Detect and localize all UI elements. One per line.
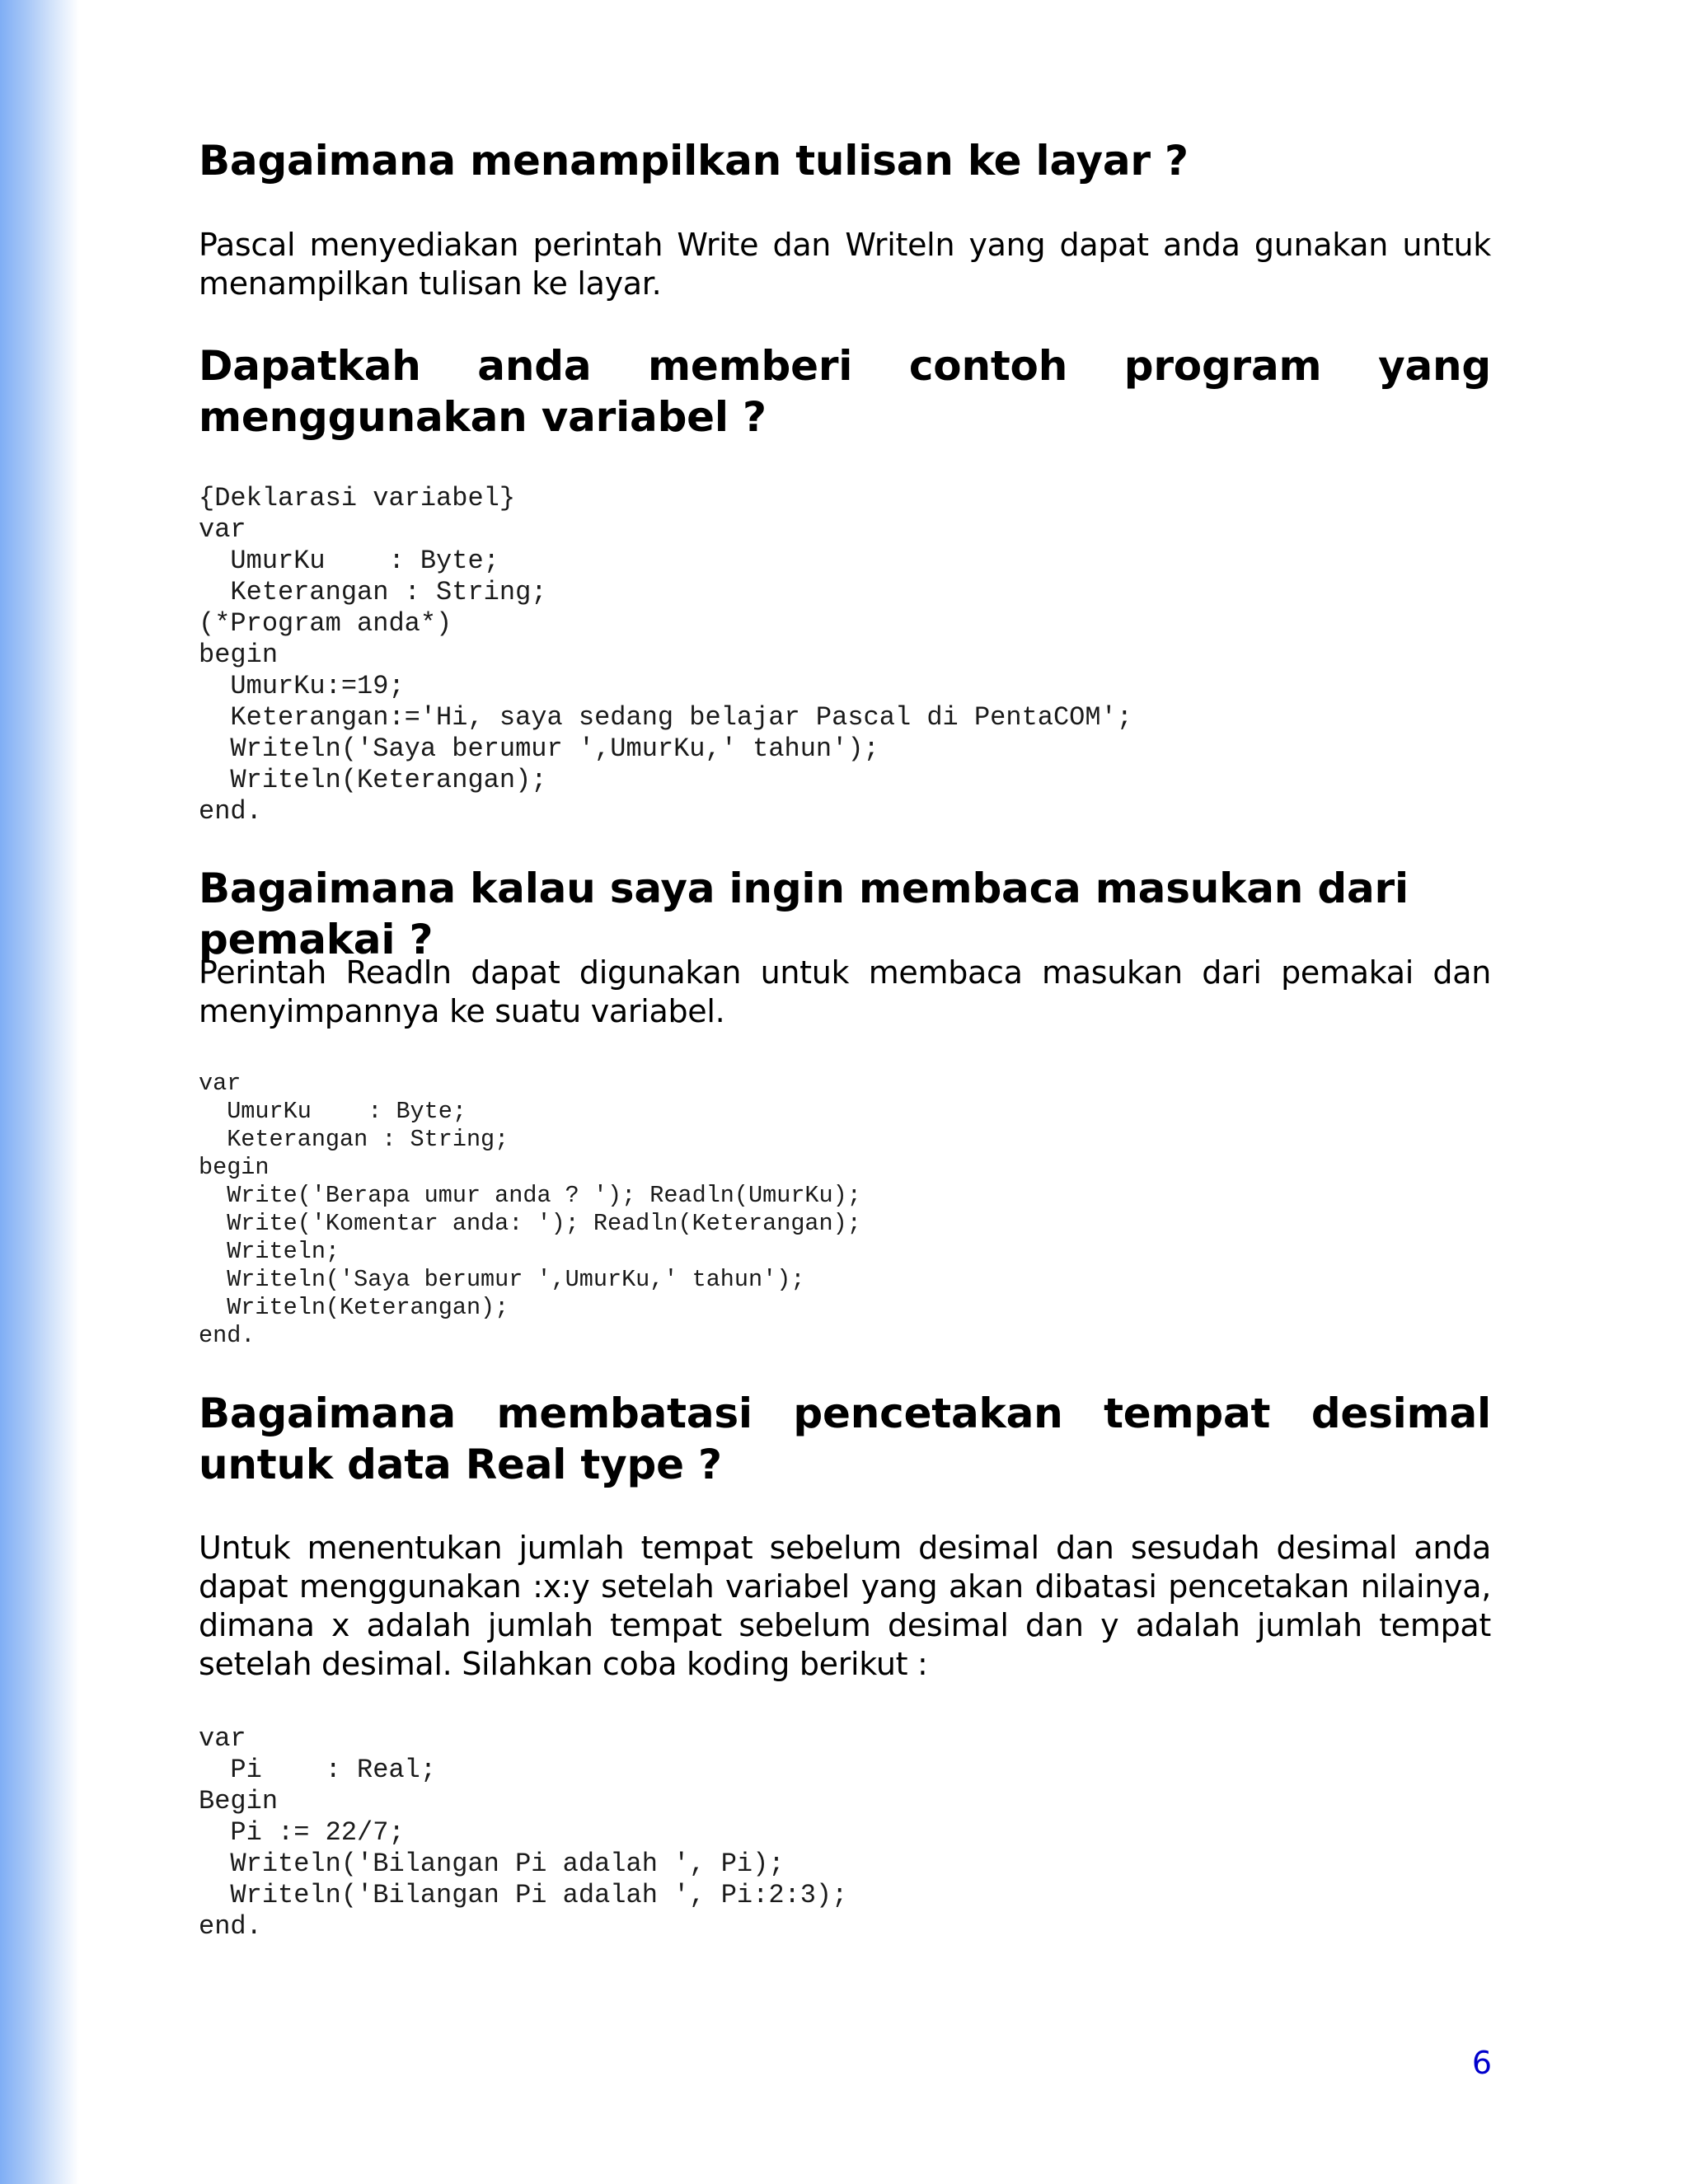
paragraph-readln: Perintah Readln dapat digunakan untuk membaca masukan dari pemakai dan menyimpannya ke suatu variabel. [199, 954, 1491, 1029]
heading-variable-example: Dapatkah anda memberi contoh program yang menggunakan variabel ? [199, 342, 1491, 441]
heading-write-to-screen: Bagaimana menampilkan tulisan ke layar ? [199, 137, 1189, 185]
heading-read-input: Bagaimana kalau saya ingin membaca masukan dari pemakai ? [199, 865, 1409, 963]
paragraph-write-writeln: Pascal menyediakan perintah Write dan Writeln yang dapat anda gunakan untuk menampilkan tulisan ke layar. [199, 227, 1491, 302]
page-side-stripe [0, 0, 79, 2184]
code-readln-example: var UmurKu : Byte; Keterangan : String; begin Write('Berapa umur anda ? '); Readln(UmurKu); Write('Komentar anda: '); Readln(Keterangan); Writeln; Writeln('Saya berumur ',UmurKu,' tahun'); Writeln(Keterangan); end. [199, 1070, 861, 1349]
paragraph-decimal-format: Untuk menentukan jumlah tempat sebelum desimal dan sesudah desimal anda dapat menggunakan :x:y setelah variabel yang akan dibatasi pencetakan nilainya, dimana x adalah jumlah tempat sebelum desimal dan y adalah jumlah tempat setelah desimal. Silahkan coba koding berikut : [199, 1530, 1491, 1682]
code-variable-example: {Deklarasi variabel} var UmurKu : Byte; Keterangan : String; (*Program anda*) begin UmurKu:=19; Keterangan:='Hi, saya sedang belajar Pascal di PentaCOM'; Writeln('Saya berumur ',UmurKu,' tahun'); Writeln(Keterangan); end. [199, 483, 1132, 827]
code-real-example: var Pi : Real; Begin Pi := 22/7; Writeln('Bilangan Pi adalah ', Pi); Writeln('Bilangan Pi adalah ', Pi:2:3); end. [199, 1723, 848, 1942]
page-number: 6 [1471, 2045, 1492, 2081]
heading-decimal-places: Bagaimana membatasi pencetakan tempat desimal untuk data Real type ? [199, 1390, 1491, 1488]
